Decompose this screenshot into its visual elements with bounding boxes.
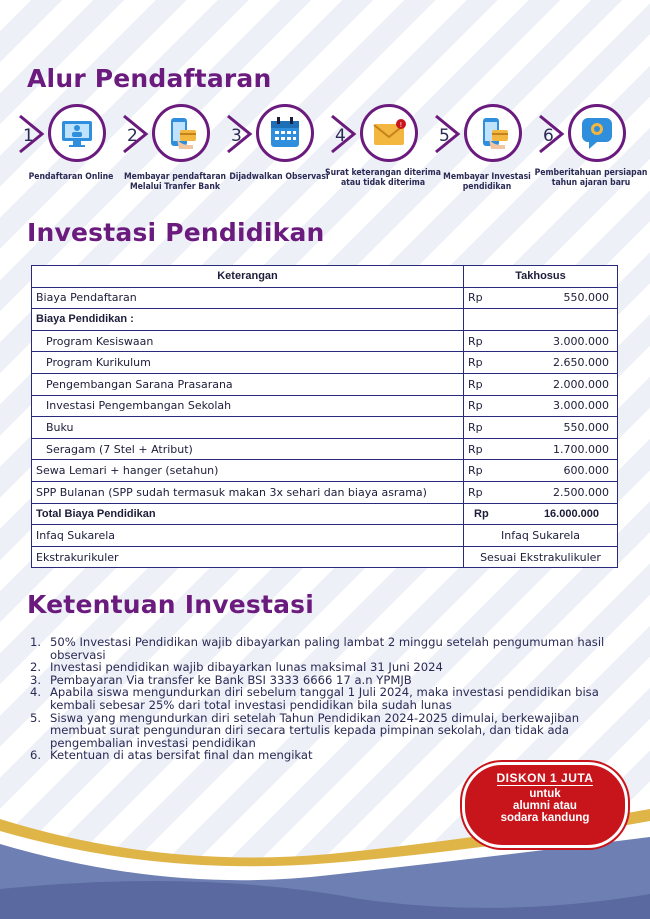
row-amount-cell xyxy=(464,287,618,309)
step-label: Pendaftaran Online xyxy=(28,172,114,182)
row-amount: 550.000 xyxy=(563,291,609,305)
table-header-row xyxy=(32,266,618,288)
chat-bubble-icon xyxy=(579,115,615,151)
badge-line: untuk xyxy=(529,788,561,800)
header-takhosus: Takhosus xyxy=(464,266,618,288)
row-label: Seragam (7 Stel + Atribut) xyxy=(32,438,464,460)
list-item xyxy=(30,712,610,750)
term-number: 6. xyxy=(30,748,42,763)
step-label: Dijadwalkan Observasi xyxy=(229,172,329,182)
table-row xyxy=(32,395,618,417)
chevron-icon xyxy=(18,114,50,154)
row-amount: 16.000.000 xyxy=(543,507,599,520)
step-label: Membayar pendaftaran Melalui Tranfer Bank xyxy=(123,172,227,192)
term-number: 1. xyxy=(30,635,42,649)
row-amount: 2.650.000 xyxy=(553,356,609,370)
table-row xyxy=(32,287,618,309)
row-amount-cell xyxy=(464,395,618,417)
row-value: Sesuai Ekstrakulikuler xyxy=(464,546,618,568)
row-amount: 1.700.000 xyxy=(553,442,609,456)
row-amount-cell xyxy=(464,460,618,482)
row-amount-cell xyxy=(464,417,618,439)
row-label: Total Biaya Pendidikan xyxy=(32,503,464,525)
step-6 xyxy=(534,100,648,210)
step-label: Membayar Investasi pendidikan xyxy=(443,172,531,192)
table-row xyxy=(32,330,618,352)
step-2 xyxy=(122,100,226,210)
term-text: Apabila siswa mengundurkan diri sebelum tanggal 1 Juli 2024, maka investasi pendidikan bisa kembali sebesar 25% dari total investasi pendidikan bila sudah lunas xyxy=(50,685,599,712)
term-text: Siswa yang mengundurkan diri setelah Tahun Pendidikan 2024-2025 dimulai, berkewajiban membuat surat pengunduran diri secara tertulis kepada pimpinan sekolah, dan tidak ada pengembalian investasi pendidikan xyxy=(50,710,580,750)
term-number: 4. xyxy=(30,685,42,700)
table-row xyxy=(32,525,618,547)
calendar-icon xyxy=(267,115,303,151)
row-label: Ekstrakurikuler xyxy=(32,546,464,568)
currency: Rp xyxy=(468,485,483,499)
currency: Rp xyxy=(468,356,483,370)
step-number: 3 xyxy=(231,126,242,146)
list-item xyxy=(30,749,610,762)
step-number: 4 xyxy=(335,126,346,146)
step-4 xyxy=(325,100,441,210)
currency: Rp xyxy=(468,399,483,413)
row-label: Sewa Lemari + hanger (setahun) xyxy=(32,460,464,482)
currency: Rp xyxy=(474,507,489,520)
row-label: Pengembangan Sarana Prasarana xyxy=(32,373,464,395)
step-3 xyxy=(226,100,330,210)
list-item xyxy=(30,636,610,661)
step-number: 5 xyxy=(439,126,450,146)
chevron-icon xyxy=(122,114,154,154)
row-amount: 3.000.000 xyxy=(553,334,609,348)
chevron-icon xyxy=(226,114,258,154)
mail-envelope-icon xyxy=(371,115,407,151)
row-amount-cell xyxy=(464,309,618,331)
fee-table xyxy=(31,265,618,568)
row-label: Program Kesiswaan xyxy=(32,330,464,352)
row-amount: 600.000 xyxy=(563,464,609,478)
currency: Rp xyxy=(468,291,483,305)
chevron-icon xyxy=(330,114,362,154)
header-keterangan: Keterangan xyxy=(32,266,464,288)
row-label: Biaya Pendidikan : xyxy=(32,309,464,331)
discount-badge xyxy=(462,762,628,848)
table-row xyxy=(32,373,618,395)
table-row xyxy=(32,438,618,460)
list-item xyxy=(30,686,610,711)
table-row xyxy=(32,352,618,374)
row-amount-cell xyxy=(464,438,618,460)
currency: Rp xyxy=(468,464,483,478)
step-icon-circle xyxy=(568,104,626,162)
currency: Rp xyxy=(468,377,483,391)
row-amount-cell xyxy=(464,481,618,503)
phone-card-icon xyxy=(163,115,199,151)
step-1 xyxy=(18,100,122,210)
row-amount: 2.500.000 xyxy=(553,485,609,499)
table-row xyxy=(32,460,618,482)
computer-user-icon xyxy=(59,115,95,151)
currency: Rp xyxy=(468,442,483,456)
step-icon-circle xyxy=(256,104,314,162)
row-amount-cell xyxy=(464,330,618,352)
svg-text:!: ! xyxy=(399,121,403,129)
term-text: Ketentuan di atas bersifat final dan mengikat xyxy=(50,748,313,763)
currency: Rp xyxy=(468,334,483,348)
row-amount: 3.000.000 xyxy=(553,399,609,413)
chevron-icon xyxy=(434,114,466,154)
step-number: 1 xyxy=(23,126,34,146)
term-text: Pembayaran Via transfer ke Bank BSI 3333 6666 17 a.n YPMJB xyxy=(50,672,412,687)
step-label: Surat keterangan diterima atau tidak diterima xyxy=(325,168,441,188)
step-label: Pemberitahuan persiapan tahun ajaran baru xyxy=(534,168,648,188)
step-icon-circle xyxy=(152,104,210,162)
row-value: Infaq Sukarela xyxy=(464,525,618,547)
badge-title: DISKON 1 JUTA xyxy=(496,771,594,785)
step-icon-circle xyxy=(464,104,522,162)
table-row xyxy=(32,546,618,568)
term-number: 3. xyxy=(30,672,42,687)
term-number: 2. xyxy=(30,660,42,675)
table-row xyxy=(32,309,618,331)
chevron-icon xyxy=(538,114,570,154)
row-label: Buku xyxy=(32,417,464,439)
row-amount: 2.000.000 xyxy=(553,377,609,391)
terms-list xyxy=(30,636,610,762)
row-label: Biaya Pendaftaran xyxy=(32,287,464,309)
row-amount-cell xyxy=(464,352,618,374)
table-row xyxy=(32,481,618,503)
term-number: 5. xyxy=(30,710,42,725)
badge-line: alumni atau xyxy=(513,800,577,812)
term-text: 50% Investasi Pendidikan wajib dibayarkan paling lambat 2 minggu setelah pengumuman hasil observasi xyxy=(50,635,605,662)
row-amount: 550.000 xyxy=(563,420,609,434)
term-text: Investasi pendidikan wajib dibayarkan lunas maksimal 31 Juni 2024 xyxy=(50,660,443,675)
step-icon-circle xyxy=(360,104,418,162)
ketentuan-title: Ketentuan Investasi xyxy=(27,590,315,619)
row-label: Program Kurikulum xyxy=(32,352,464,374)
badge-line: sodara kandung xyxy=(500,812,590,824)
step-icon-circle xyxy=(48,104,106,162)
registration-steps xyxy=(18,100,648,210)
row-label: Investasi Pengembangan Sekolah xyxy=(32,395,464,417)
row-label: SPP Bulanan (SPP sudah termasuk makan 3x sehari dan biaya asrama) xyxy=(32,481,464,503)
row-amount-cell xyxy=(464,373,618,395)
alur-title: Alur Pendaftaran xyxy=(27,64,272,93)
step-number: 6 xyxy=(543,126,554,146)
investasi-title: Investasi Pendidikan xyxy=(27,218,325,247)
currency: Rp xyxy=(468,420,483,434)
table-total-row xyxy=(32,503,618,525)
row-amount-cell xyxy=(464,503,618,525)
table-row xyxy=(32,417,618,439)
phone-card-icon xyxy=(475,115,511,151)
step-5 xyxy=(434,100,538,210)
row-label: Infaq Sukarela xyxy=(32,525,464,547)
step-number: 2 xyxy=(127,126,138,146)
